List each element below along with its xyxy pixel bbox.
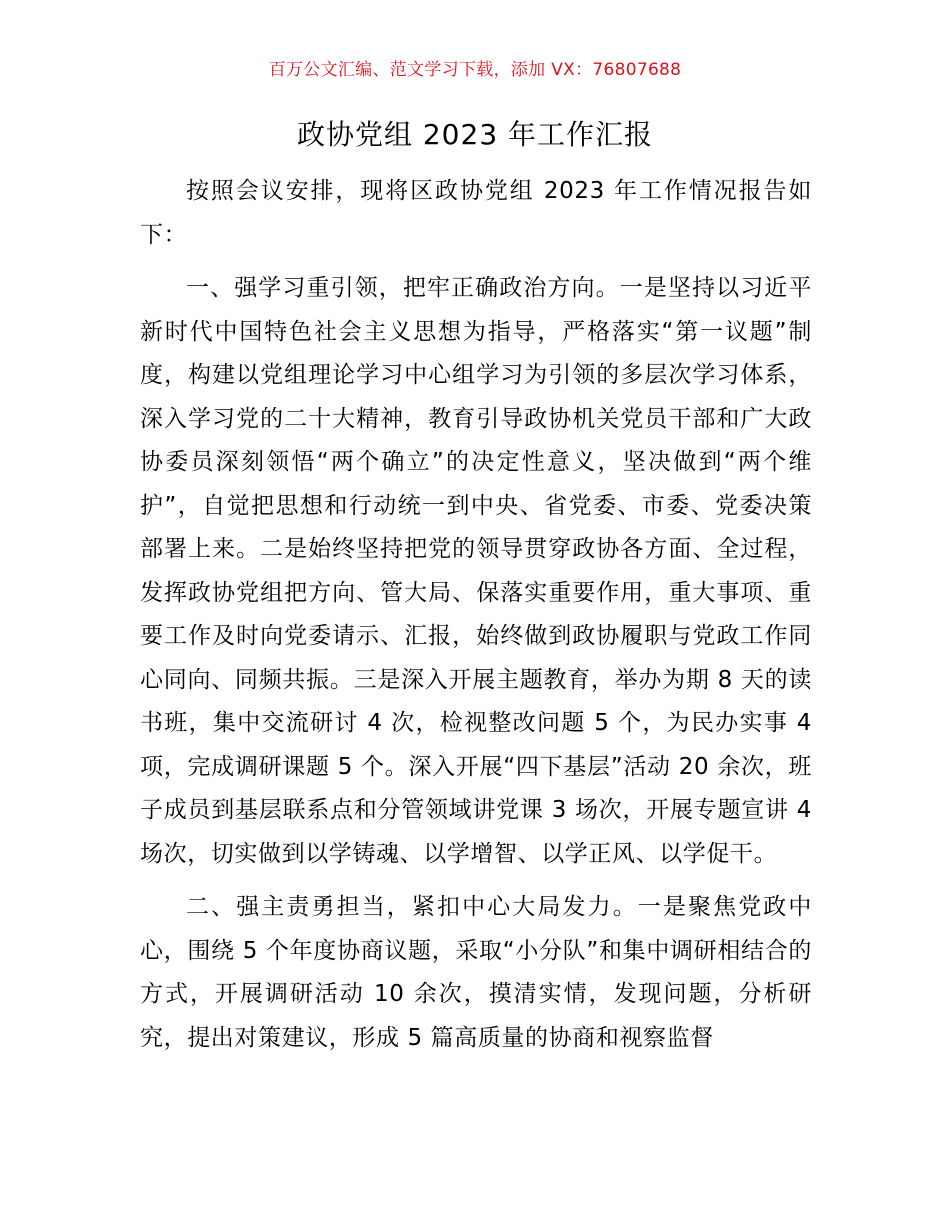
document-body <box>140 170 812 1060</box>
document-title: 政协党组 2023 年工作汇报 <box>296 118 654 151</box>
paragraph-section-two: 二、强主责勇担当，紧扣中心大局发力。一是聚焦党政中心，围绕 5 个年度协商议题，采取“小分队”和集中调研相结合的方式，开展调研活动 10 余次，摸清实情，发现问题，分析研究，提出对策建议，形成 5 篇高质量的协商和视察监督 <box>140 894 812 1051</box>
paragraph-intro: 按照会议安排，现将区政协党组 2023 年工作情况报告如下： <box>140 178 812 248</box>
header-note: 百万公文汇编、范文学习下载，添加 VX：76807688 <box>268 60 682 80</box>
paragraph-section-one: 一、强学习重引领，把牢正确政治方向。一是坚持以习近平新时代中国特色社会主义思想为指导，严格落实“第一议题”制度，构建以党组理论学习中心组学习为引领的多层次学习体系，深入学习党的二十大精神，教育引导政协机关党员干部和广大政协委员深刻领悟“两个确立”的决定性意义，坚决做到“两个维护”，自觉把思想和行动统一到中央、省党委、市委、党委决策部署上来。二是始终坚持把党的领导贯穿政协各方面、全过程，发挥政协党组把方向、管大局、保落实重要作用，重大事项、重要工作及时向党委请示、汇报，始终做到政协履职与党政工作同心同向、同频共振。三是深入开展主题教育，举办为期 8 天的读书班，集中交流研讨 4 次，检视整改问题 5 个，为民办实事 4 项，完成调研课题 5 个。深入开展“四下基层”活动 20 余次，班子成员到基层联系点和分管领域讲党课 3 场次，开展专题宣讲 4 场次，切实做到以学铸魂、以学增智、以学正风、以学促干。 <box>140 275 812 867</box>
